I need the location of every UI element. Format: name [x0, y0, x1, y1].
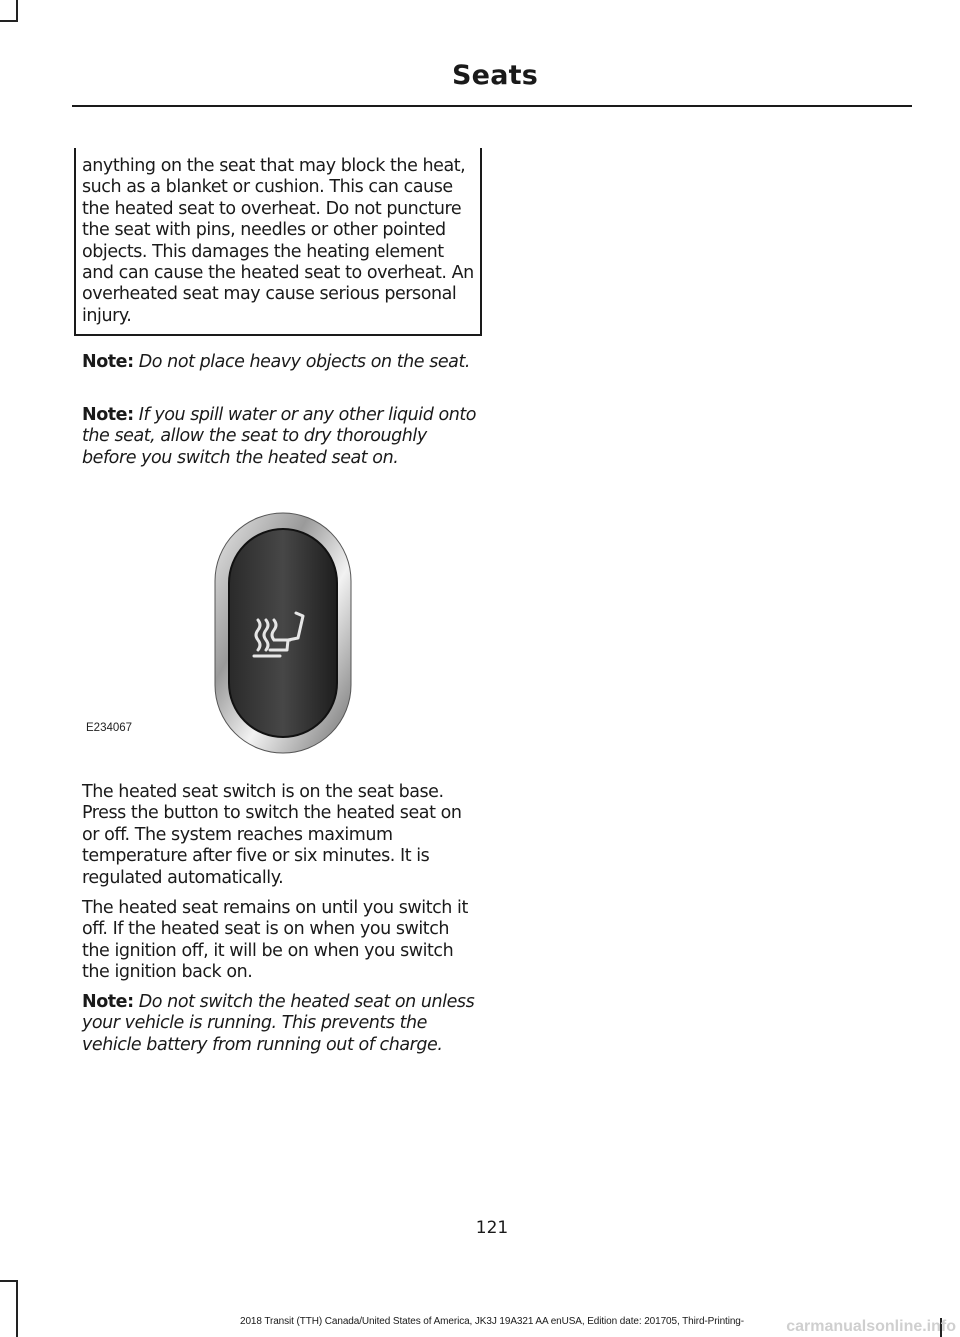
note-paragraph [82, 352, 480, 373]
edition-footer: 2018 Transit (TTH) Canada/United States of America, JK3J 19A321 AA enUSA, Edition date: 201705, Third-Printing- [240, 1316, 744, 1327]
header-rule [72, 105, 912, 107]
note-label: Note: [82, 992, 134, 1012]
body-paragraph: The heated seat switch is on the seat base. Press the button to switch the heated seat on or off. The system reaches maximum temperature after five or six minutes. It is regulated automatically. [82, 782, 462, 888]
crop-mark [16, 1280, 18, 1337]
watermark: carmanualsonline.info [786, 1318, 956, 1335]
page-number: 121 [475, 1218, 509, 1238]
figure-id: E234067 [86, 722, 133, 734]
body-paragraph: The heated seat remains on until you switch it off. If the heated seat is on when you switch the ignition off, it will be on when you switch the ignition back on. [82, 898, 468, 983]
note-label: Note: [82, 405, 134, 425]
warning-text: anything on the seat that may block the heat, such as a blanket or cushion. This can cause the heated seat to overheat. Do not puncture the seat with pins, needles or other pointed objects. This damages the heating element and can cause the heated seat to overheat. An overheated seat may cause serious personal injury. [82, 156, 474, 326]
note-text: If you spill water or any other liquid onto the seat, allow the seat to dry thoroughly before you switch the heated seat on. [82, 405, 477, 468]
note-text: Do not switch the heated seat on unless your vehicle is running. This prevents the vehicle battery from running out of charge. [82, 992, 475, 1055]
crop-mark [0, 1280, 18, 1282]
crop-mark [16, 0, 18, 22]
heated-seat-switch-figure [200, 508, 365, 758]
note-text: Do not place heavy objects on the seat. [138, 352, 470, 372]
note-paragraph [82, 405, 480, 469]
note-paragraph [82, 992, 480, 1056]
page-title: Seats [452, 60, 538, 91]
heated-seat-switch-illustration [200, 508, 365, 758]
crop-mark [0, 20, 18, 22]
note-label: Note: [82, 352, 134, 372]
